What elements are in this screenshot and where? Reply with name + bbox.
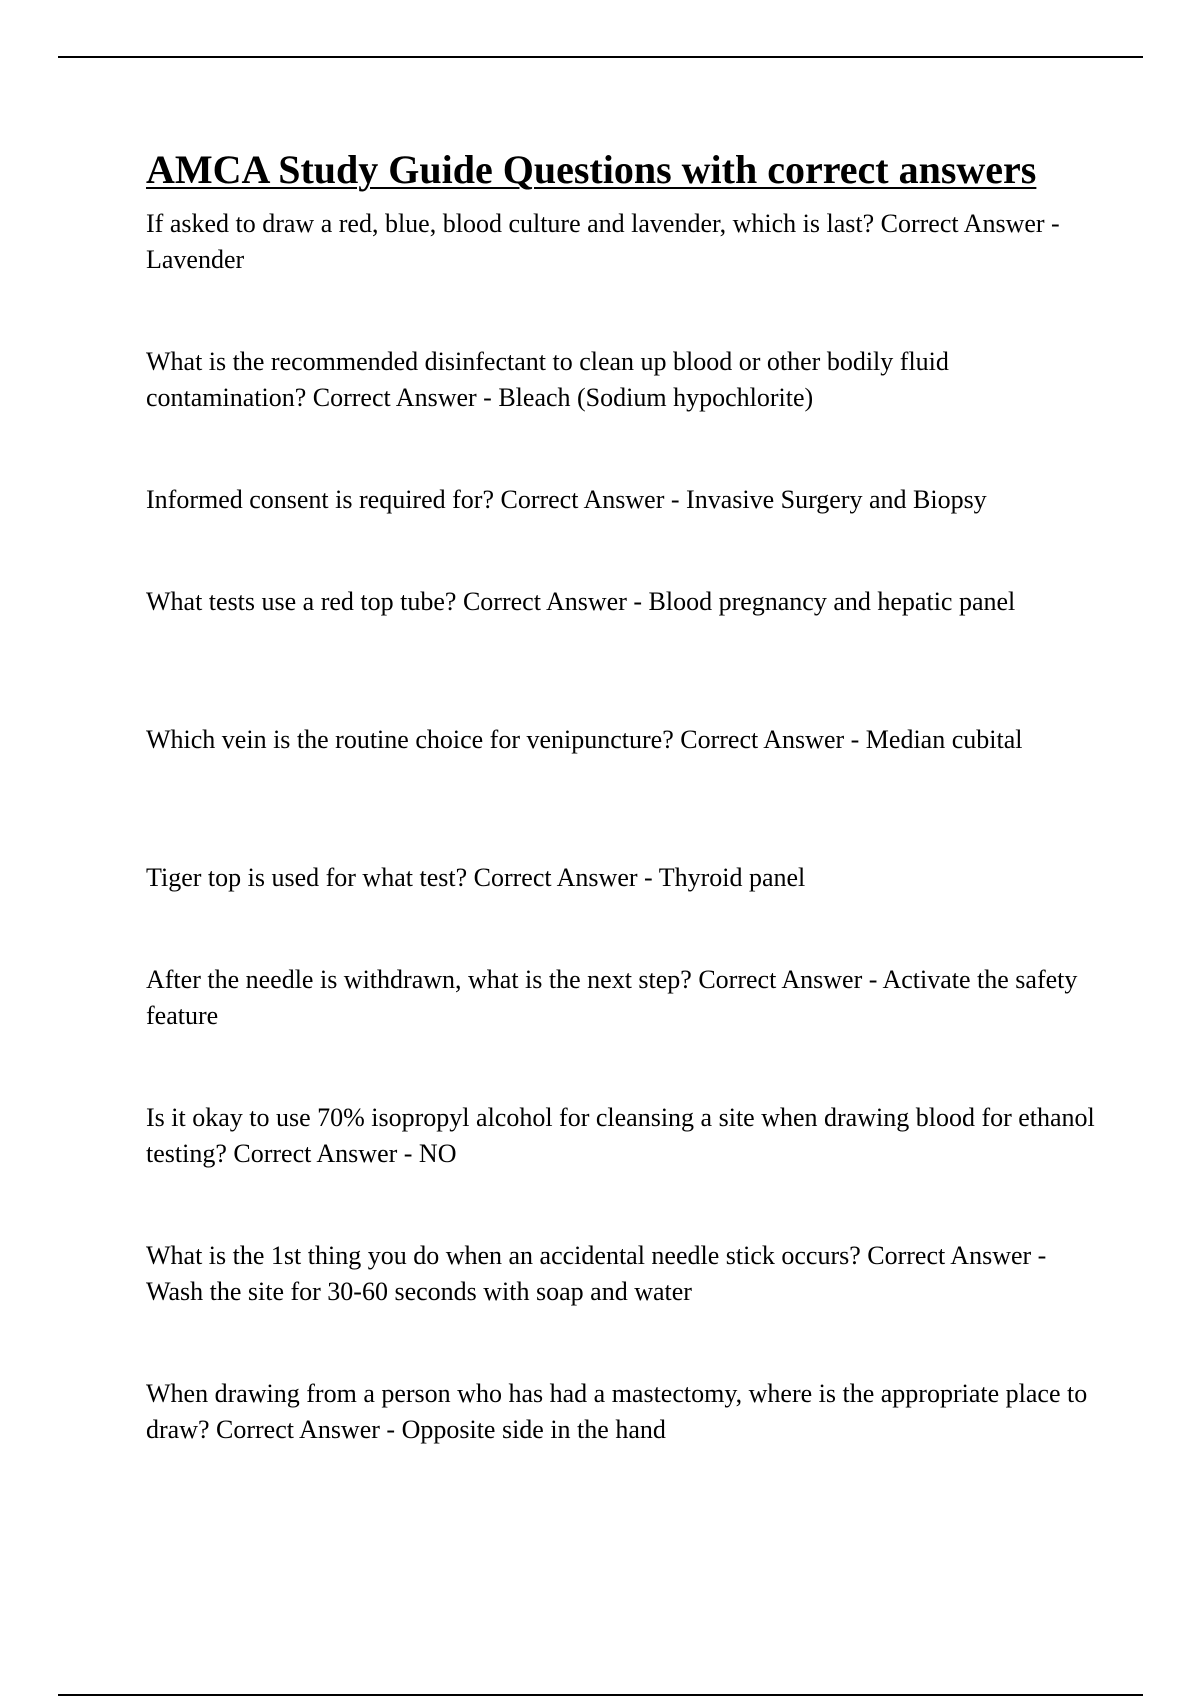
qa-item: What tests use a red top tube? Correct Answer - Blood pregnancy and hepatic panel — [146, 587, 1016, 616]
bottom-divider — [58, 1694, 1143, 1696]
qa-item: When drawing from a person who has had a mastectomy, where is the appropriate place to draw? Correct Answer - Opposite side in the hand — [146, 1379, 1088, 1444]
qa-item: After the needle is withdrawn, what is the next step? Correct Answer - Activate the safety feature — [146, 965, 1078, 1030]
top-divider — [58, 56, 1143, 58]
qa-item: What is the 1st thing you do when an accidental needle stick occurs? Correct Answer - Wash the site for 30-60 seconds with soap and water — [146, 1241, 1047, 1306]
qa-item: If asked to draw a red, blue, blood culture and lavender, which is last? Correct Answer - Lavender — [146, 209, 1060, 274]
document-body — [146, 144, 1106, 1514]
qa-item: Tiger top is used for what test? Correct Answer - Thyroid panel — [146, 863, 806, 892]
qa-item: What is the recommended disinfectant to clean up blood or other bodily fluid contamination? Correct Answer - Bleach (Sodium hypochlorite) — [146, 347, 949, 412]
qa-item: Informed consent is required for? Correct Answer - Invasive Surgery and Biopsy — [146, 485, 987, 514]
document-title: AMCA Study Guide Questions with correct answers — [146, 147, 1037, 192]
qa-item: Which vein is the routine choice for venipuncture? Correct Answer - Median cubital — [146, 725, 1023, 754]
qa-list — [146, 206, 1106, 1448]
qa-item: Is it okay to use 70% isopropyl alcohol for cleansing a site when drawing blood for ethanol testing? Correct Answer - NO — [146, 1103, 1095, 1168]
